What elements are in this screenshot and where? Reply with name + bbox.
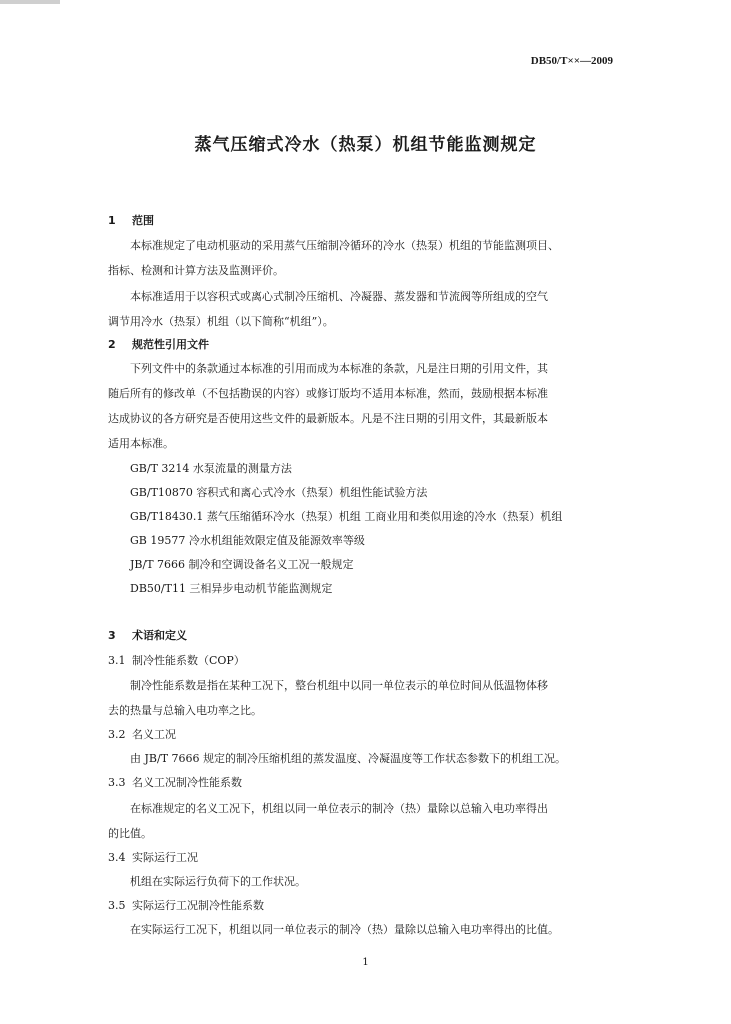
definition-line: 的比值。 bbox=[108, 827, 152, 840]
term-number: 3.2 bbox=[108, 728, 126, 741]
scan-edge-mark bbox=[0, 0, 60, 4]
paragraph-line: 适用本标准。 bbox=[108, 437, 174, 450]
reference-item: DB50/T11 三相异步电动机节能监测规定 bbox=[130, 582, 333, 595]
paragraph-line: 指标、检测和计算方法及监测评价。 bbox=[108, 264, 284, 277]
section-number: 1 bbox=[108, 214, 116, 227]
term-number: 3.5 bbox=[108, 899, 126, 912]
section-number: 2 bbox=[108, 338, 116, 351]
reference-item: GB/T18430.1 蒸气压缩循环冷水（热泵）机组 工商业用和类似用途的冷水（热泵）机组 bbox=[130, 510, 563, 523]
term-name: 实际运行工况 bbox=[132, 851, 198, 864]
definition-line: 在实际运行工况下，机组以同一单位表示的制冷（热）量除以总输入电功率得出的比值。 bbox=[130, 923, 559, 936]
term-name: 实际运行工况制冷性能系数 bbox=[132, 899, 264, 912]
section-title: 规范性引用文件 bbox=[132, 338, 209, 351]
term-name: 名义工况 bbox=[132, 728, 176, 741]
term-name: 名义工况制冷性能系数 bbox=[132, 776, 242, 789]
section-2-heading bbox=[108, 336, 209, 352]
reference-item: GB 19577 冷水机组能效限定值及能源效率等级 bbox=[130, 534, 365, 547]
section-1-heading bbox=[108, 212, 154, 228]
paragraph-line: 调节用冷水（热泵）机组（以下简称“机组”）。 bbox=[108, 315, 334, 328]
reference-item: JB/T 7666 制冷和空调设备名义工况一般规定 bbox=[130, 558, 354, 571]
term-name: 制冷性能系数（COP） bbox=[132, 654, 245, 667]
section-title: 术语和定义 bbox=[132, 629, 187, 642]
section-number: 3 bbox=[108, 629, 116, 642]
document-title: 蒸气压缩式冷水（热泵）机组节能监测规定 bbox=[194, 135, 537, 155]
term-heading bbox=[108, 897, 264, 913]
reference-item: GB/T 3214 水泵流量的测量方法 bbox=[130, 462, 292, 475]
page-number: 1 bbox=[362, 957, 369, 968]
reference-item: GB/T10870 容积式和离心式冷水（热泵）机组性能试验方法 bbox=[130, 486, 428, 499]
paragraph-line: 达成协议的各方研究是否使用这些文件的最新版本。凡是不注日期的引用文件，其最新版本 bbox=[108, 412, 548, 425]
term-heading bbox=[108, 652, 245, 668]
definition-line: 制冷性能系数是指在某种工况下，整台机组中以同一单位表示的单位时间从低温物体移 bbox=[130, 679, 548, 692]
term-heading bbox=[108, 774, 242, 790]
document-id: DB50/T××—2009 bbox=[530, 55, 613, 67]
definition-line: 机组在实际运行负荷下的工作状况。 bbox=[130, 875, 306, 888]
term-number: 3.1 bbox=[108, 654, 126, 667]
definition-line: 去的热量与总输入电功率之比。 bbox=[108, 704, 262, 717]
section-3-heading bbox=[108, 627, 187, 643]
paragraph-line: 下列文件中的条款通过本标准的引用而成为本标准的条款，凡是注日期的引用文件，其 bbox=[130, 362, 548, 375]
term-number: 3.4 bbox=[108, 851, 126, 864]
term-heading bbox=[108, 849, 198, 865]
definition-line: 在标准规定的名义工况下，机组以同一单位表示的制冷（热）量除以总输入电功率得出 bbox=[130, 802, 548, 815]
section-title: 范围 bbox=[132, 214, 154, 227]
paragraph-line: 本标准规定了电动机驱动的采用蒸气压缩制冷循环的冷水（热泵）机组的节能监测项目、 bbox=[130, 239, 559, 252]
definition-line: 由 JB/T 7666 规定的制冷压缩机组的蒸发温度、冷凝温度等工作状态参数下的机组工况。 bbox=[130, 752, 567, 765]
term-number: 3.3 bbox=[108, 776, 126, 789]
paragraph-line: 本标准适用于以容积式或离心式制冷压缩机、冷凝器、蒸发器和节流阀等所组成的空气 bbox=[130, 290, 548, 303]
paragraph-line: 随后所有的修改单（不包括勘误的内容）或修订版均不适用本标准，然而，鼓励根据本标准 bbox=[108, 387, 548, 400]
term-heading bbox=[108, 726, 176, 742]
